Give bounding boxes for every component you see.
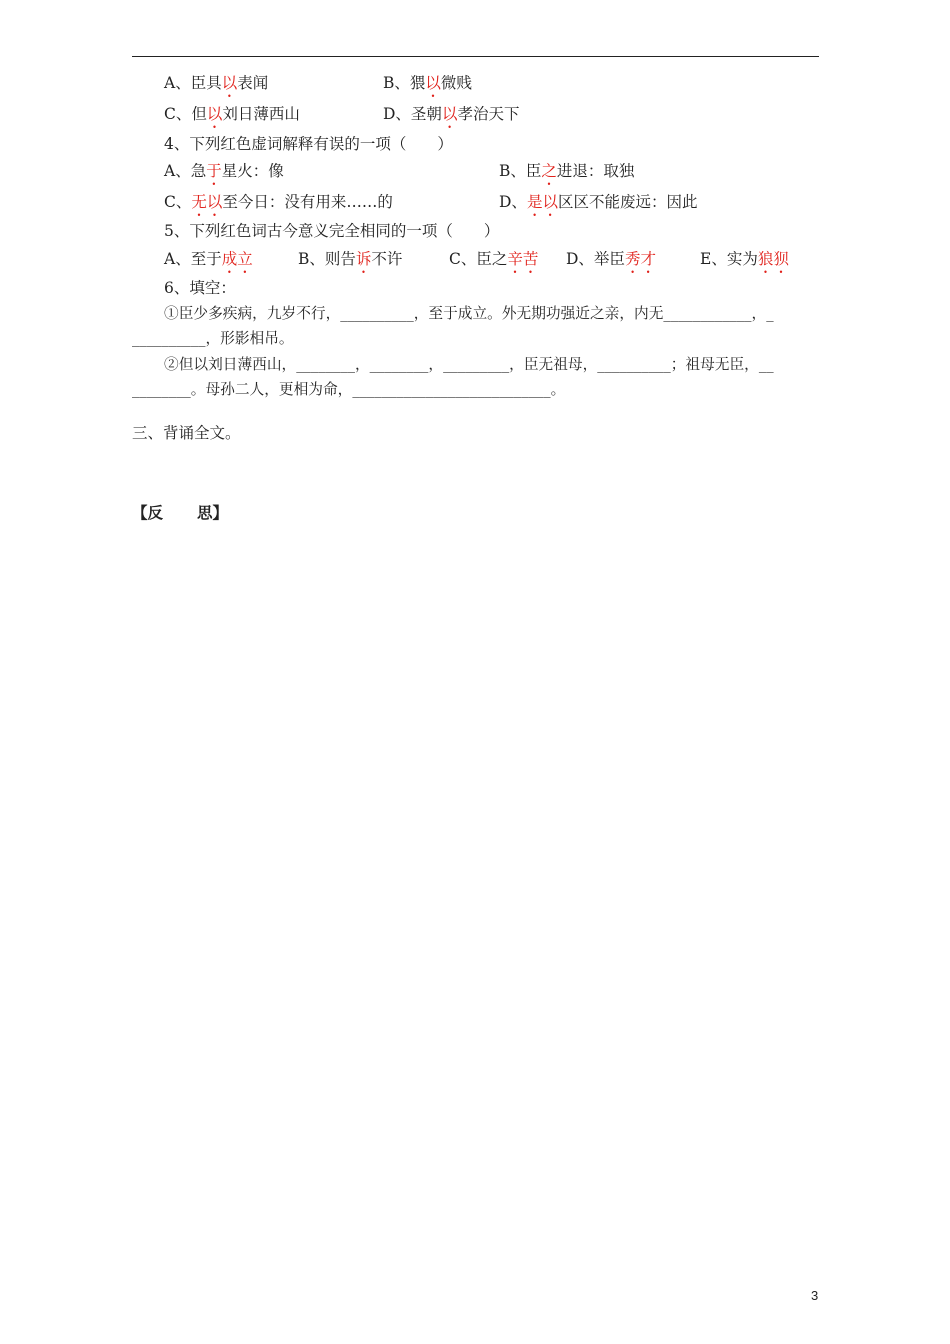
q5-option-d: D、举臣秀才 (566, 250, 656, 268)
q5-stem: 5、下列红色词古今意义完全相同的一项（ ） (164, 222, 500, 240)
q4-option-d: D、是以区区不能废远：因此 (499, 193, 698, 211)
section-recite: 三、背诵全文。 (132, 424, 241, 442)
q3-option-a: A、臣具以表闻 (164, 74, 269, 92)
q3-option-b: B、猥以微贱 (383, 74, 472, 92)
header-rule (132, 56, 819, 57)
q6-blank-line-4: ________。母孙二人，更相为命，___________________________。 (132, 381, 566, 398)
q6-blank-line-3: ②但以刘日薄西山，________，________，_________，臣无祖母，__________；祖母无臣，__ (164, 356, 774, 373)
q6-stem: 6、填空： (164, 279, 236, 297)
q4-stem: 4、下列红色虚词解释有误的一项（ ） (164, 135, 453, 153)
q3-option-c: C、但以刘日薄西山 (164, 105, 300, 123)
q3-option-d: D、圣朝以孝治天下 (383, 105, 520, 123)
q4-option-a: A、急于星火：像 (164, 162, 284, 180)
q6-blank-line-1: ①臣少多疾病，九岁不行，__________，至于成立。外无期功强近之亲，内无____________，_ (164, 305, 774, 322)
q6-blank-line-2: __________，形影相吊。 (132, 330, 294, 347)
page-number: 3 (811, 1288, 819, 1303)
q5-option-c: C、臣之辛苦 (449, 250, 539, 268)
reflection-heading: 【反 思】 (132, 503, 229, 522)
q5-option-a: A、至于成立 (164, 250, 253, 268)
q4-option-b: B、臣之进退：取独 (499, 162, 635, 180)
q5-option-e: E、实为狼狈 (700, 250, 789, 268)
q5-option-b: B、则告诉不许 (298, 250, 403, 268)
q4-option-c: C、无以至今日：没有用来……的 (164, 193, 393, 211)
